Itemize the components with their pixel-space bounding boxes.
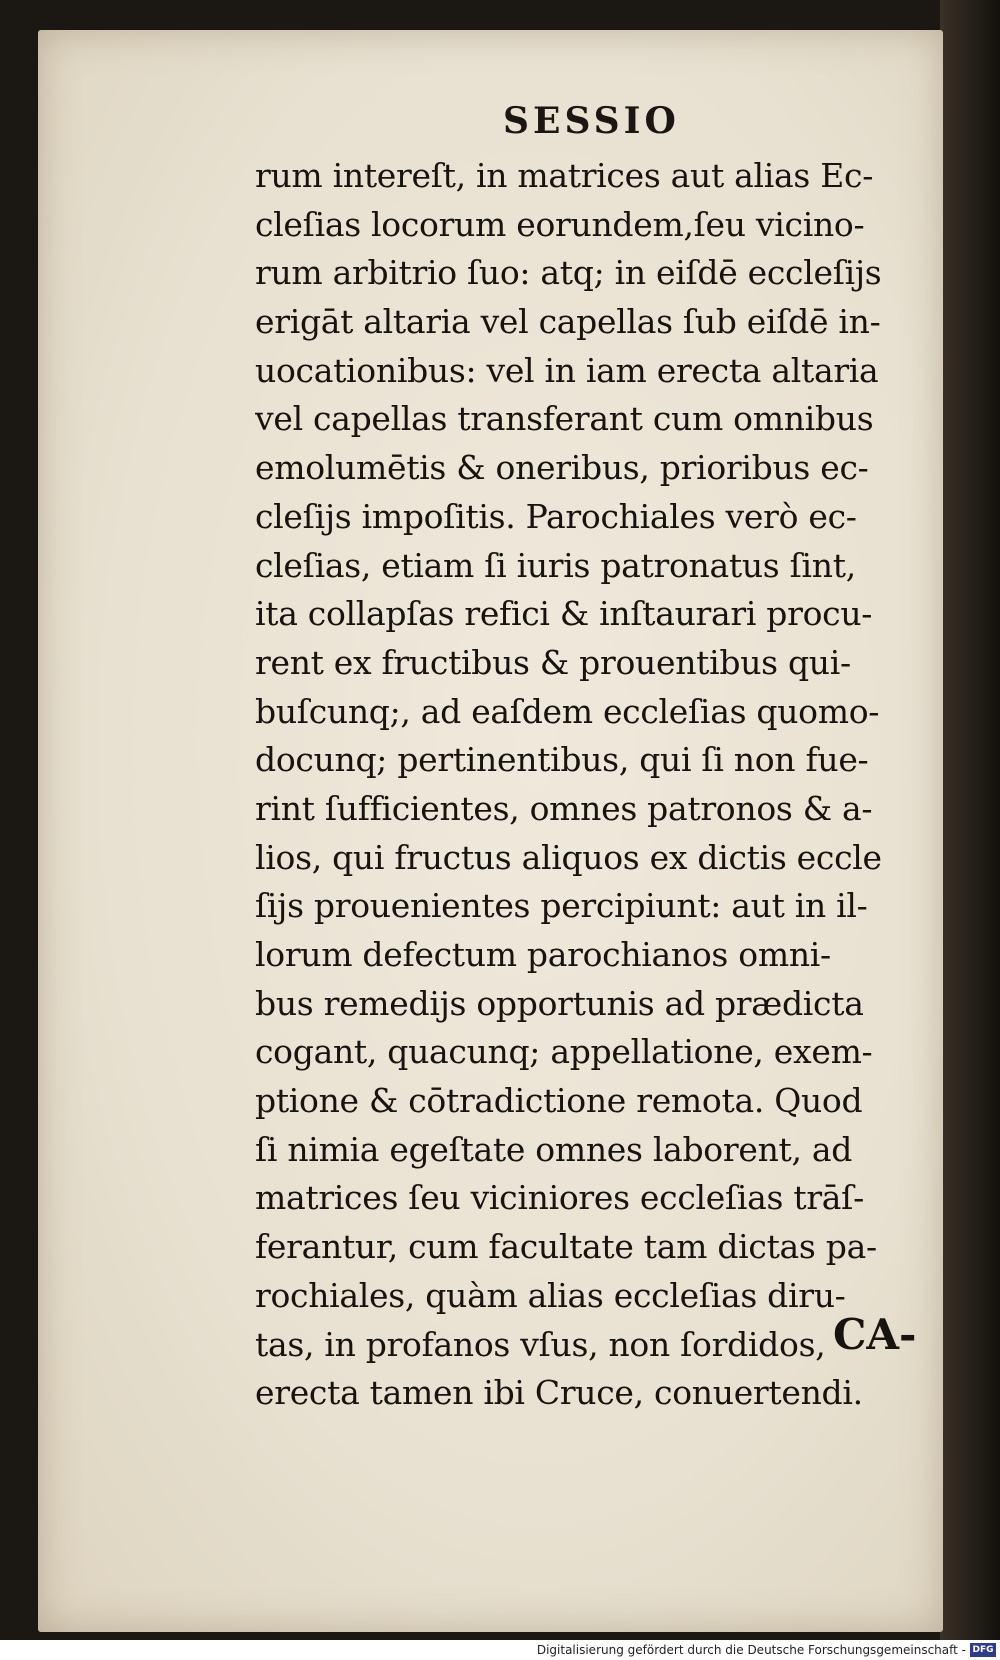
- text-line: cleſias, etiam ſi iuris patronatus ſint,: [255, 545, 856, 585]
- text-line: rint ſufficientes, omnes patronos & a-: [255, 788, 873, 828]
- text-line: docunq; pertinentibus, qui ſi non fue-: [255, 740, 869, 780]
- footer-bar: [0, 1640, 1000, 1660]
- text-line: matrices ſeu viciniores eccleſias trāſ-: [255, 1178, 864, 1218]
- text-line: vel capellas transferant cum omnibus: [255, 399, 874, 439]
- text-line: bus remedijs opportunis ad prædicta: [255, 983, 864, 1023]
- text-line: rochiales, quàm alias eccleſias diru-: [255, 1275, 846, 1315]
- body-text: [255, 152, 945, 1418]
- text-line: ita collapſas refici & inſtaurari procu-: [255, 594, 873, 634]
- text-line: ſi nimia egeſtate omnes laborent, ad: [255, 1129, 853, 1169]
- text-line: uocationibus: vel in iam erecta altaria: [255, 350, 879, 390]
- text-line: rum arbitrio ſuo: atq; in eiſdē eccleſijs: [255, 253, 882, 293]
- text-line: ſijs prouenientes percipiunt: aut in il-: [255, 886, 868, 926]
- catchword: CA-: [833, 1310, 917, 1359]
- text-line: rent ex fructibus & prouentibus qui-: [255, 642, 851, 682]
- text-line: erigāt altaria vel capellas ſub eiſdē in-: [255, 302, 881, 342]
- funding-notice: Digitalisierung gefördert durch die Deutsche Forschungsgemeinschaft -: [536, 1643, 966, 1657]
- text-line: emolumētis & oneribus, prioribus ec-: [255, 448, 869, 488]
- text-line: tas, in profanos vſus, non ſordidos,: [255, 1324, 826, 1364]
- text-line: erecta tamen ibi Cruce, conuertendi.: [255, 1373, 863, 1413]
- text-line: ferantur, cum facultate tam dictas pa-: [255, 1227, 877, 1267]
- running-head: SESSIO: [503, 100, 680, 142]
- text-line: lorum defectum parochianos omni-: [255, 935, 831, 974]
- text-line: cleſias locorum eorundem,ſeu vicino-: [255, 204, 865, 244]
- dfg-logo-icon: DFG: [970, 1643, 996, 1657]
- text-line: lios, qui fructus aliquos ex dictis eccle: [255, 837, 882, 877]
- text-line: cogant, quacunq; appellatione, exem-: [255, 1032, 873, 1072]
- text-line: ptione & cōtradictione remota. Quod: [255, 1081, 863, 1121]
- book-binding-edge: [940, 0, 1000, 1640]
- text-line: cleſijs impoſitis. Parochiales verò ec-: [255, 496, 857, 536]
- text-line: rum intereſt, in matrices aut alias Ec-: [255, 156, 874, 195]
- text-line: buſcunq;, ad eaſdem eccleſias quomo-: [255, 691, 880, 731]
